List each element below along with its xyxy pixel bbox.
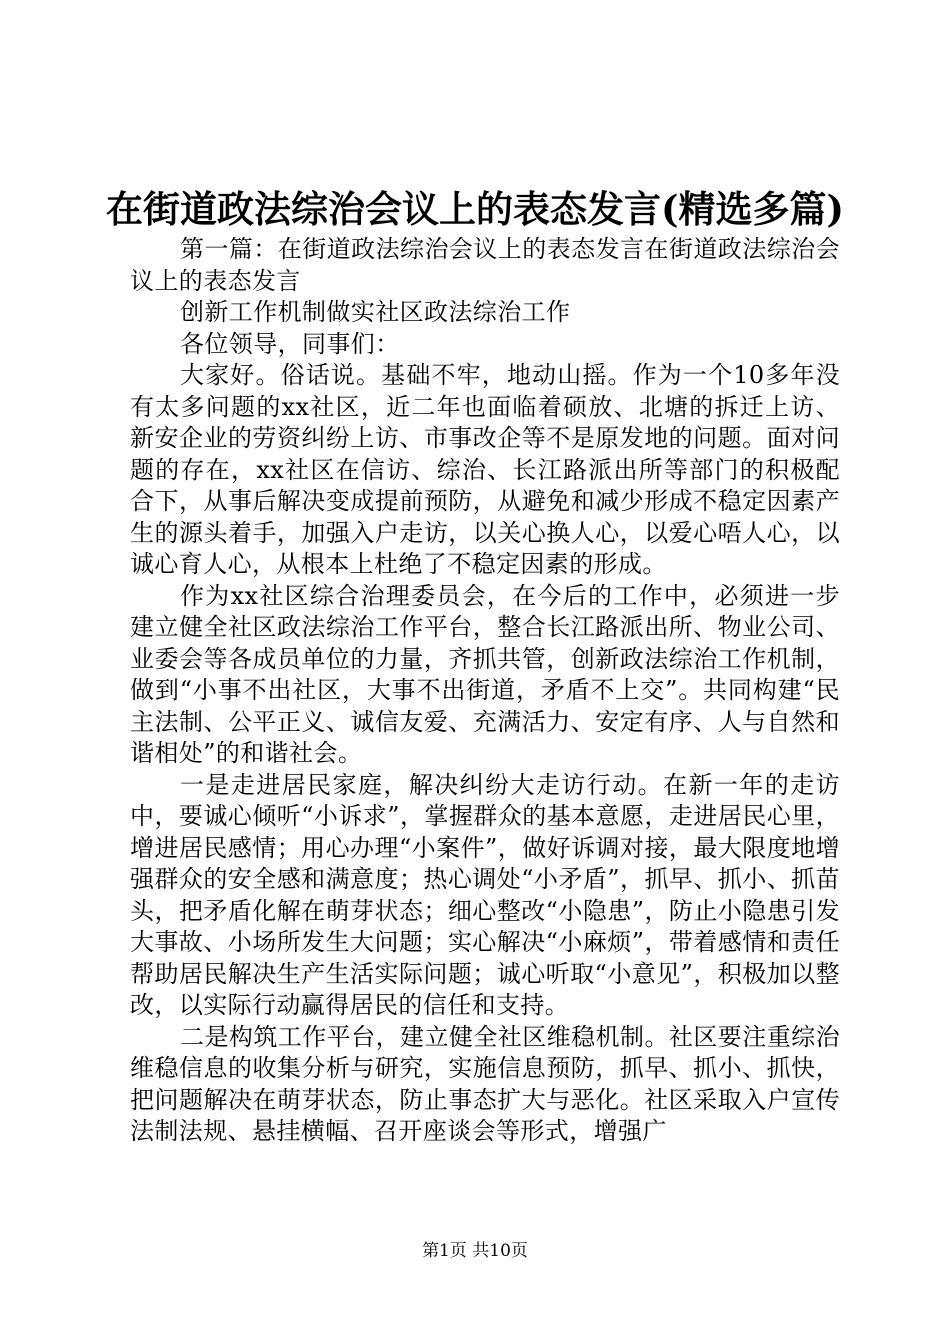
paragraph: 大家好。俗话说。基础不牢，地动山摇。作为一个10多年没有太多问题的xx社区，近二年也面临着硕放、北塘的拆迁上访、新安企业的劳资纠纷上访、市事改企等不是原发地的问题。面对问题的存在，xx社区在信访、综治、长江路派出所等部门的积极配合下，从事后解决变成提前预防，从避免和减少形成不稳定因素产生的源头着手，加强入户走访，以关心换人心，以爱心唔人心，以诚心育人心，从根本上杜绝了不稳定因素的形成。 [130, 361, 840, 578]
paragraph: 创新工作机制做实社区政法综治工作 [180, 298, 571, 326]
document-body [130, 234, 840, 1148]
paragraph: 各位领导，同事们： [180, 329, 400, 358]
paragraph: 第一篇：在街道政法综治会议上的表态发言在街道政法综治会议上的表态发言 [130, 235, 840, 295]
paragraph: 二是构筑工作平台，建立健全社区维稳机制。社区要注重综治维稳信息的收集分析与研究，实施信息预防，抓早、抓小、抓快，把问题解决在萌芽状态，防止事态扩大与恶化。社区采取入户宣传法制法规、悬挂横幅、召开座谈会等形式，增强广 [130, 1022, 840, 1145]
paragraph: 一是走进居民家庭，解决纠纷大走访行动。在新一年的走访中，要诚心倾听“小诉求”，掌握群众的基本意愿，走进居民心里，增进居民感情；用心办理“小案件”，做好诉调对接，最大限度地增强群众的安全感和满意度；热心调处“小矛盾”，抓早、抓小、抓苗头，把矛盾化解在萌芽状态；细心整改“小隐患”，防止小隐患引发大事故、小场所发生大问题；实心解决“小麻烦”，带着感情和责任帮助居民解决生产生活实际问题；诚心听取“小意见”，积极加以整改，以实际行动赢得居民的信任和支持。 [130, 770, 840, 1019]
paragraph: 作为xx社区综合治理委员会，在今后的工作中，必须进一步建立健全社区政法综治工作平台，整合长江路派出所、物业公司、业委会等各成员单位的力量，齐抓共管，创新政法综治工作机制，做到“小事不出社区，大事不出街道，矛盾不上交”。共同构建“民主法制、公平正义、诚信友爱、充满活力、安定有序、人与自然和谐相处”的和谐社会。 [130, 581, 840, 767]
page-title: 在街道政法综治会议上的表态发言(精选多篇) [105, 187, 844, 231]
page-footer: 第1页 共10页 [422, 1241, 528, 1261]
